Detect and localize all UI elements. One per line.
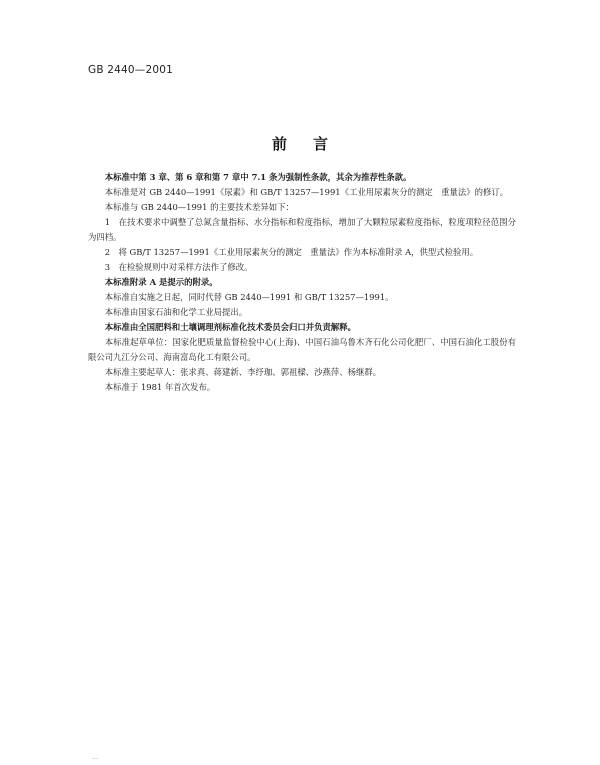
standard-number: GB 2440—2001 [88, 64, 174, 76]
page-title: 前言 [271, 135, 354, 153]
paragraph-responsible-committee: 本标准由全国肥料和土壤调理剂标准化技术委员会归口并负责解释。 [104, 322, 357, 332]
paragraph-mandatory-clauses: 本标准中第 3 章、第 6 章和第 7 章中 7.1 条为强制性条款，其余为推荐性条款。 [104, 172, 412, 182]
paragraph-drafters: 本标准主要起草人：张求真、蒋建新、李纾珈、郭祖樑、沙燕萍、杨继群。 [104, 367, 382, 377]
paragraph-revision-basis: 本标准是对 GB 2440—1991《尿素》和 GB/T 13257—1991《工业用尿素灰分的测定 重量法》的修订。 [104, 187, 509, 197]
paragraph-difference-1: 1 在技术要求中调整了总氮含量指标、水分指标和粒度指标，增加了大颗粒尿素粒度指标，粒度项粒径范围分为四档。 [88, 217, 516, 242]
paragraph-proposer: 本标准由国家石油和化学工业局提出。 [104, 307, 248, 317]
paragraph-differences-intro: 本标准与 GB 2440—1991 的主要技术差异如下： [104, 202, 294, 212]
paragraph-replacement: 本标准自实施之日起，同时代替 GB 2440—1991 和 GB/T 13257—1991。 [104, 292, 394, 302]
paragraph-difference-3: 3 在检验规则中对采样方法作了修改。 [104, 262, 253, 272]
paragraph-appendix-note: 本标准附录 A 是提示的附录。 [104, 277, 218, 287]
paragraph-first-issue: 本标准于 1981 年首次发布。 [104, 382, 216, 392]
paragraph-drafting-units: 本标准起草单位：国家化肥质量监督检验中心(上海)、中国石油乌鲁木齐石化公司化肥厂、中国石油化工股份有限公司九江分公司、海南富岛化工有限公司。 [88, 337, 516, 362]
footer-mark: … [92, 754, 98, 761]
foreword-body [88, 170, 516, 395]
paragraph-difference-2: 2 将 GB/T 13257—1991《工业用尿素灰分的测定 重量法》作为本标准附录 A，供型式检验用。 [104, 247, 479, 257]
